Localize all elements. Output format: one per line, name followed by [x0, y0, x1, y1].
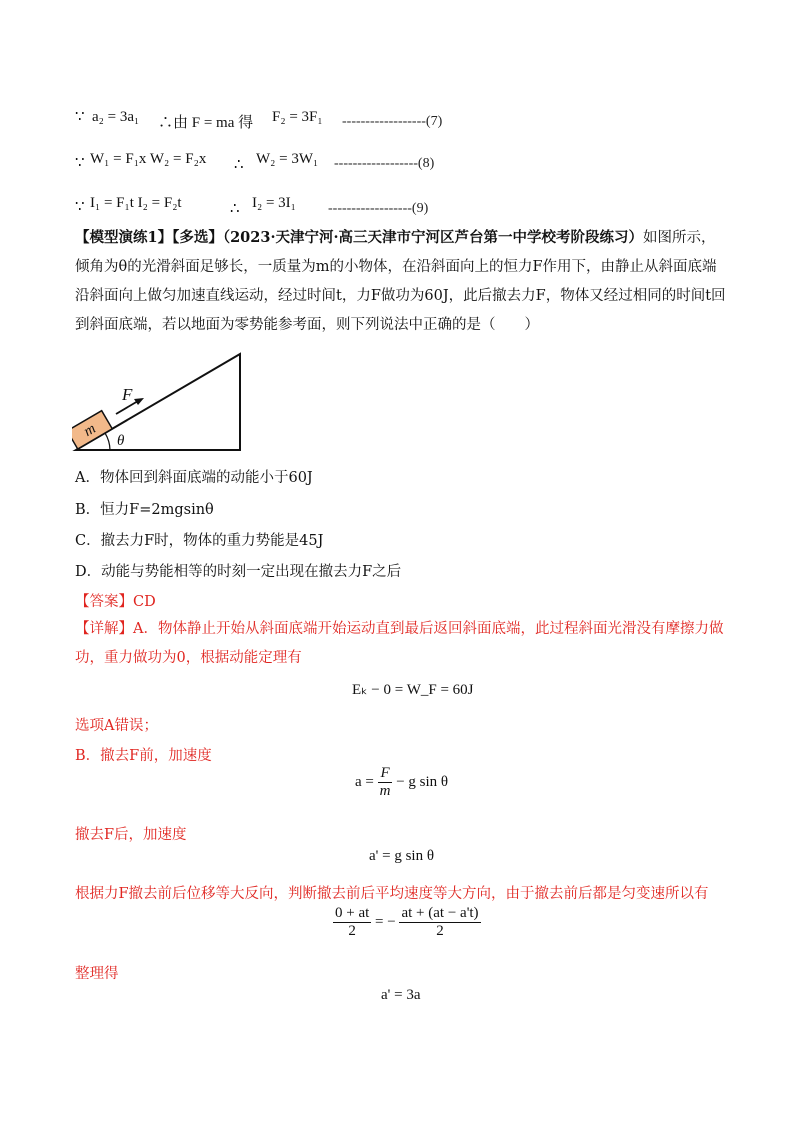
- option-b-head: B．撤去F前，加速度: [75, 748, 212, 764]
- force-label: F: [122, 385, 133, 404]
- option-c: C．撤去力F时，物体的重力势能是45J: [75, 533, 324, 549]
- eq2-fraction: [378, 765, 393, 800]
- option-b: B．恒力F=2mgsinθ: [75, 502, 214, 518]
- tidy-label: 整理得: [75, 966, 119, 982]
- equation-tag: ------------------(7): [342, 114, 443, 129]
- answer: 【答案】CD: [75, 594, 156, 610]
- eq2-numerator: F: [378, 765, 393, 783]
- eq4-fraction-right: [399, 905, 480, 940]
- equation-mid: ∴: [230, 201, 240, 217]
- equation-left: a₂ = 3a₁: [92, 109, 140, 125]
- option-d: D．动能与势能相等的时刻一定出现在撤去力F之后: [75, 564, 402, 580]
- equation-acceleration-after: a' = g sin θ: [369, 848, 435, 864]
- equation-acceleration-before: [355, 765, 448, 800]
- equation-tag: ------------------(8): [334, 156, 435, 171]
- equation-left: I₁ = F₁t I₂ = F₂t: [90, 195, 182, 211]
- eq2-lhs: a =: [355, 773, 374, 790]
- equation-average-velocity: [333, 905, 481, 940]
- problem-statement: [75, 223, 730, 340]
- angle-arc: [105, 433, 110, 450]
- because-symbol: ∵: [75, 155, 85, 171]
- equation-right: F₂ = 3F₁: [272, 109, 323, 125]
- equation-kinetic-energy: Eₖ − 0 = W_F = 60J: [352, 682, 474, 698]
- reason-text: 根据力F撤去前后位移等大反向，判断撤去前后平均速度等大方向，由于撤去前后都是匀变速所以有: [75, 886, 709, 902]
- equation-tag: ------------------(9): [328, 201, 429, 216]
- problem-label: 【模型演练1】【多选】（2023·天津宁河·高三天津市宁河区芦台第一中学校考阶段练习）: [75, 229, 644, 246]
- because-symbol: ∵: [75, 109, 85, 125]
- eq2-rhs: − g sin θ: [396, 773, 449, 790]
- eq4-denominator-left: 2: [348, 923, 356, 939]
- option-a-wrong: 选项A错误；: [75, 718, 158, 734]
- eq4-fraction-left: [333, 905, 371, 940]
- eq4-numerator-left: 0 + at: [335, 905, 370, 921]
- incline-figure: [72, 352, 247, 454]
- block-mass-label: m: [81, 420, 99, 440]
- equation-result: a' = 3a: [381, 987, 421, 1003]
- eq2-denominator: m: [379, 783, 391, 799]
- eq4-mid: = −: [375, 913, 396, 930]
- because-symbol: ∵: [75, 199, 85, 215]
- angle-label: θ: [117, 433, 125, 449]
- option-a: A．物体回到斜面底端的动能小于60J: [75, 470, 313, 486]
- problem-text: 如图所示，倾角为θ的光滑斜面足够长，一质量为m的小物体，在沿斜面向上的恒力F作用下，由静止从斜面底端沿斜面向上做匀加速直线运动，经过时间t，力F做功为60J，此后撤去力F，物体又经过相同的时间t回到斜面底端，若以地面为零势能参考面，则下列说法中正确的是（ ）: [75, 230, 726, 333]
- equation-right: W₂ = 3W₁: [256, 151, 319, 167]
- detail-intro: 【详解】A．物体静止开始从斜面底端开始运动直到最后返回斜面底端，此过程斜面光滑没有摩擦力做功，重力做功为0，根据动能定理有: [75, 621, 724, 666]
- equation-left: W₁ = F₁x W₂ = F₂x: [90, 151, 207, 167]
- after-removal-label: 撤去F后，加速度: [75, 827, 187, 843]
- equation-mid: ∴由 F = ma 得: [158, 115, 254, 131]
- eq4-numerator-right: at + (at − a't): [401, 905, 479, 921]
- equation-right: I₂ = 3I₁: [252, 195, 296, 211]
- equation-mid: ∴: [234, 157, 244, 173]
- eq4-denominator-right: 2: [436, 923, 444, 939]
